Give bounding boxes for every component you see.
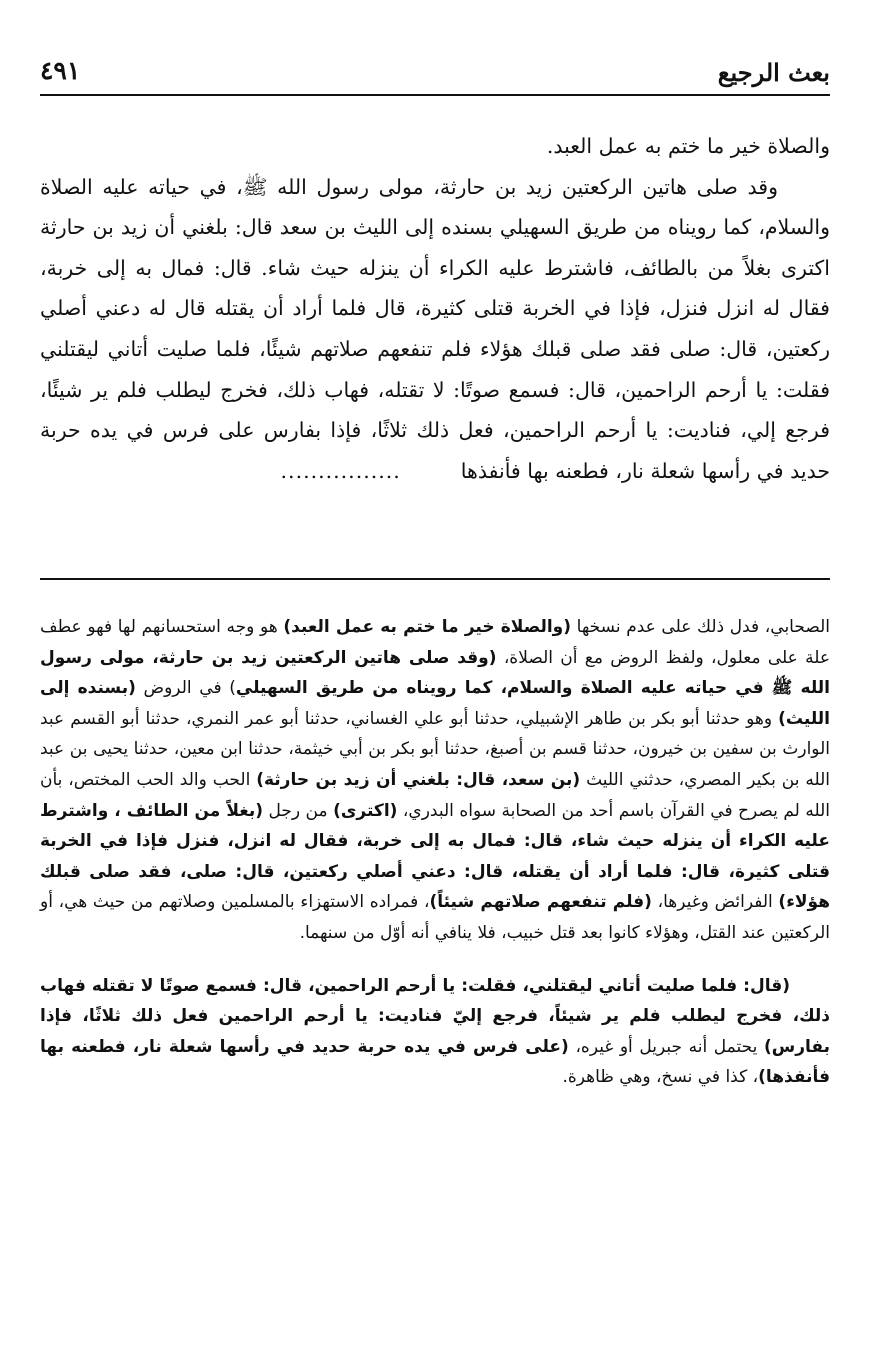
quoted-matn: (اكترى)	[333, 800, 398, 821]
footnote-separator	[40, 578, 830, 580]
commentary-paragraph-1	[40, 612, 830, 949]
commentary	[40, 612, 830, 1093]
main-paragraph-text: وقد صلى هاتين الركعتين زيد بن حارثة، مولى رسول الله ﷺ، في حياته عليه الصلاة والسلام، كما رويناه من طريق السهيلي بسنده إلى الليث بن سعد قال: بلغني أن زيد بن حارثة اكترى بغلاً من بالطائف، فاشترط عليه الكراء أن ينزله حيث شاء. قال: فمال به إلى خربة، فقال له انزل فنزل، فإذا في الخربة قتلى كثيرة، قال فلما أراد أن يقتله قال له دعني أصلي ركعتين، قال: صلى فقد صلى قبلك هؤلاء فلم تنفعهم صلاتهم شيئًا، فلما صليت أتاني ليقتلني فقلت: يا أرحم الراحمين، قال: فسمع صوتًا: لا تقتله، فهاب ذلك، فخرج ليطلب فلم ير شيئًا، فرجع إلي، فناديت: يا أرحم الراحمين، فعل ذلك ثلاثًا، فإذا بفارس على فرس في يده حربة حديد في رأسها شعلة نار، فطعنه بها فأنفذها	[40, 174, 830, 483]
quoted-matn: (على فرس في يده حربة حديد في رأسها شعلة نار، فطعنه بها فأنفذها)	[40, 1036, 830, 1088]
commentary-text: وهو حدثنا أبو بكر بن طاهر الإشبيلي، حدثنا أبو علي الغساني، حدثنا أبو عمر النمري، حدثنا أبو القسم عبد الوارث بن سفين بن خيرون، حدثنا قسم بن أصبغ، حدثنا أبو بكر بن أبي خيثمة، حدثنا ابن معين، حدثنا يحيى بن عبد الله بن بكير المصري، حدثني الليث	[40, 708, 830, 790]
main-paragraph-opening: والصلاة خير ما ختم به عمل العبد.	[546, 134, 830, 158]
page-header	[40, 52, 830, 96]
quoted-matn: (بن سعد، قال: بلغني أن زيد بن حارثة)	[256, 769, 581, 790]
commentary-text: من رجل	[262, 800, 334, 821]
quoted-matn: (وقد صلى هاتين الركعتين زيد بن حارثة، مولى رسول الله ﷺ في حياته عليه الصلاة والسلام، كما رويناه من طريق السهيلي	[40, 647, 831, 699]
page-number: ٤٩١	[40, 56, 81, 85]
commentary-text: الصحابي، فدل ذلك على عدم نسخها	[571, 617, 830, 637]
commentary-text: هو وجه استحسانهم لها فهو عطف علة على معلول، ولفظ الروض مع أن الصلاة،	[40, 617, 830, 668]
quoted-matn: (والصلاة خير ما ختم به عمل العبد)	[283, 617, 572, 637]
commentary-text: ، فمراده الاستهزاء بالمسلمين وصلاتهم من حيث هي، أو الركعتين عند القتل، وهؤلاء كانوا بعد قتل خبيب، فلا ينافي أنه أوّل من سنهما.	[40, 892, 830, 943]
commentary-paragraph-2	[40, 971, 830, 1093]
commentary-text: الحب والد الحب المختص، بأن الله لم يصرح في القرآن باسم أحد من الصحابة سواه البدري،	[40, 769, 830, 821]
quoted-matn: (بسنده إلى الليث)	[40, 678, 830, 729]
commentary-text: ، كذا في نسخ، وهي ظاهرة.	[562, 1067, 759, 1088]
commentary-text: يحتمل أنه جبريل أو غيره،	[568, 1036, 764, 1057]
book-page	[40, 38, 830, 1338]
main-text	[40, 126, 830, 491]
commentary-text: ) في الروض	[135, 678, 236, 699]
commentary-text: الفرائض وغيرها،	[651, 892, 779, 913]
quoted-matn: (بغلاً من الطائف ، واشترط عليه الكراء أن ينزله حيث شاء، قال: فمال به إلى خربة، فقال له انزل، فنزل فإذا في الخربة قتلى كثيرة، قال: فلما أراد أن يقتله، قال: دعني أصلي ركعتين، قال: صلى، فقد صلى قبلك هؤلاء)	[40, 800, 830, 913]
continuation-dots: ................	[280, 458, 401, 483]
quoted-matn: (فلم تنفعهم صلاتهم شيئاً)	[429, 892, 652, 913]
main-paragraph	[40, 167, 830, 492]
quoted-matn: (قال: فلما صليت أتاني ليقتلني، فقلت: يا أرحم الراحمين، قال: فسمع صوتًا لا تقتله فهاب ذلك، فخرج ليطلب فلم ير شيئاً، فرجع إليّ فناديت: يا أرحم الراحمين فعل ذلك ثلاثًا، فإذا بفارس)	[40, 975, 830, 1057]
running-title: بعث الرجيع	[717, 58, 830, 87]
